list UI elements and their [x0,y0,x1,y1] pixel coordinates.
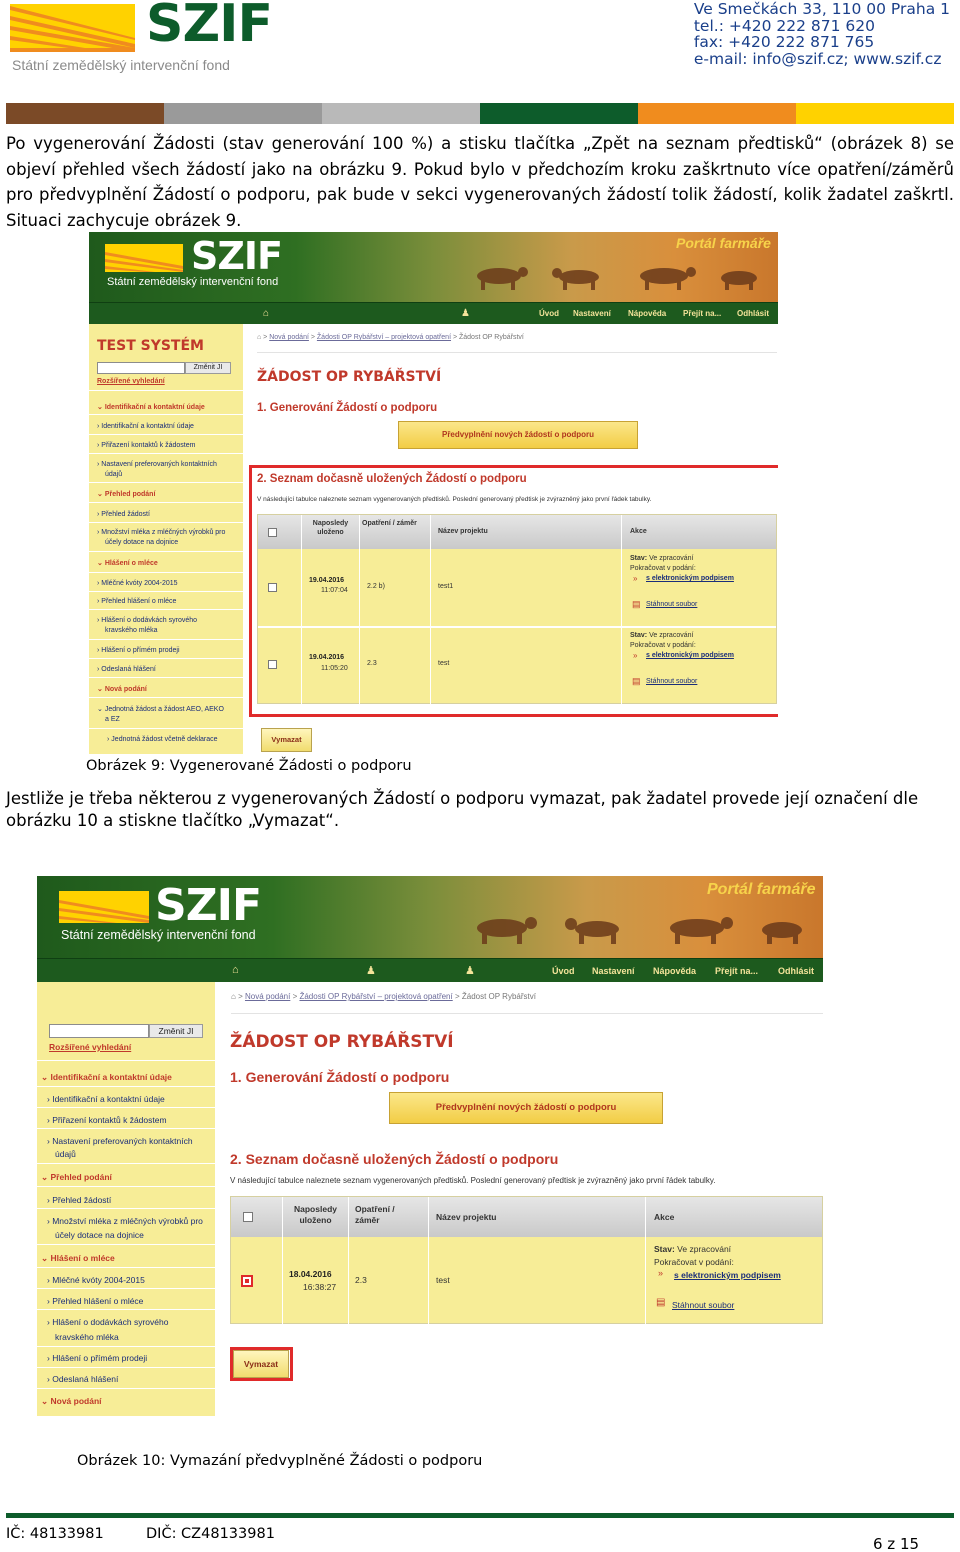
chevron-right-icon: › [47,1353,50,1363]
delete-button[interactable]: Vymazat [261,728,312,752]
sidebar-item-label: Přehled hlášení o mléce [52,1296,144,1306]
sidebar-item-sent-reports[interactable] [47,1374,118,1384]
figure-10-caption: Obrázek 10: Vymazání předvyplněné Žádosti o podporu [77,1453,483,1469]
chevron-right-icon: › [97,423,100,430]
column-header-project: Název projektu [438,528,488,535]
status-label: Stav: [654,1244,675,1254]
page-title: ŽÁDOST OP RYBÁŘSTVÍ [257,369,442,385]
sidebar-item-preferred-contacts[interactable] [97,461,217,468]
chevron-right-icon: › [97,529,100,536]
sidebar-item-milk-quotas[interactable] [97,580,178,587]
home-icon[interactable]: ⌂ [257,334,262,341]
portal-title: Portál farmáře [707,881,816,898]
column-header-measure: Opatření / záměr [362,520,417,527]
paragraph-delete: Jestliže je třeba některou z vygenerovaných Žádostí o podporu vymazat, pak žadatel provede její označení dle obrázku 10 a stiskne tlačítko „Vymazat“. [6,789,919,830]
row-saved-time: 11:05:20 [321,665,348,672]
contact-fax: fax: +420 222 871 765 [693,33,875,51]
portal-logo-subtitle: Státní zemědělský intervenční fond [107,276,279,288]
sidebar-item-label: Identifikační a kontaktní údaje [52,1094,165,1104]
sidebar-group-label: Přehled podání [104,491,156,498]
chevron-right-icon: › [97,666,100,673]
chevron-down-icon: ⌄ [41,1072,49,1082]
nav-settings[interactable]: Nastavení [592,966,635,976]
arrow-right-icon: » [633,651,638,660]
row-continue-label: Pokračovat v podání: [630,565,696,572]
cows-illustration-icon [457,912,817,946]
footer-dic: DIČ: CZ48133981 [146,1526,275,1542]
sidebar-item-label: Odeslaná hlášení [101,666,156,673]
row-continue-label: Pokračovat v podání: [654,1257,734,1267]
status-label: Stav: [630,555,648,562]
sidebar-item-label: Hlášení o přímém prodeji [101,647,180,654]
breadcrumb-item[interactable]: Žádosti OP Rybářství – projektová opatření [316,334,452,341]
download-file-link[interactable]: Stáhnout soubor [646,678,698,685]
sidebar-item-milk-amount[interactable] [47,1216,203,1226]
contact-address: Ve Smečkách 33, 110 00 Praha 1 [693,0,950,18]
column-header-saved: Naposledy uloženo [312,520,349,536]
row-measure: 2.3 [367,660,377,667]
row-project: test1 [438,583,454,590]
row-date: 19.04.2016 [309,654,345,661]
chevron-right-icon: › [97,442,100,449]
chevron-down-icon: ⌄ [97,404,103,411]
sidebar-group-label: Hlášení o mléce [104,560,158,567]
row-saved-time: 16:38:27 [303,1282,337,1292]
chevron-right-icon: › [97,511,100,518]
sidebar-item-raw-milk-cont[interactable]: kravského mléka [105,627,158,634]
user-icon[interactable]: ♟ [465,965,475,977]
sidebar-item-milk-reports[interactable] [47,1296,143,1306]
section-generate-heading: 1. Generování Žádostí o podporu [257,402,438,414]
figure-9-screenshot [89,232,778,754]
row-status [654,1244,731,1254]
sidebar-item-label: Přehled hlášení o mléce [101,598,177,605]
sidebar-group-overview[interactable] [41,1172,112,1183]
sidebar-group-label: Identifikační a kontaktní údaje [104,404,205,411]
home-icon[interactable]: ⌂ [263,308,270,319]
chevron-down-icon: ⌄ [97,706,103,713]
chevron-right-icon: › [97,580,100,587]
cows-illustration-icon [459,262,769,292]
sidebar-item-label: Jednotná žádost včetně deklarace [111,736,218,743]
sidebar-group-new-submissions[interactable] [97,685,147,693]
chevron-right-icon: › [47,1374,50,1384]
row-checkbox-checked[interactable] [241,1275,253,1287]
page-number: 6 z 15 [873,1535,920,1552]
row-continue-label: Pokračovat v podání: [630,642,696,649]
prefill-applications-button[interactable]: Předvyplnění nových žádostí o podporu [389,1092,663,1124]
row-saved-time: 11:07:04 [321,587,348,594]
contact-phone: tel.: +420 222 871 620 [693,16,875,35]
nav-logout[interactable]: Odhlásit [737,309,770,318]
status-value: Ve zpracování [649,555,694,562]
pdf-icon: ▤ [656,1297,666,1308]
sidebar-item-raw-milk-cont[interactable]: kravského mléka [55,1332,119,1342]
sidebar-item-contacts[interactable] [97,442,195,449]
row-date: 18.04.2016 [289,1269,332,1279]
portal-logo-text: SZIF [155,880,262,931]
sidebar-group-milk[interactable] [41,1253,115,1264]
chevron-right-icon: › [97,461,100,468]
portal-logo-mark-icon [59,891,149,923]
chevron-right-icon: › [47,1195,50,1205]
sidebar-item-preferred-contacts-cont[interactable]: údajů [105,471,123,478]
advanced-search-link[interactable]: Rozšířené vyhledání [97,378,165,385]
breadcrumb-item[interactable]: Žádosti OP Rybářství – projektová opatření [299,992,453,1001]
sidebar-item-label: Nastavení preferovaných kontaktních [52,1136,193,1146]
sidebar-item-single-declaration[interactable] [107,736,218,743]
color-bar-segment [480,103,638,124]
pdf-icon: ▤ [632,676,641,686]
header-color-bar [6,103,954,124]
test-system-label: TEST SYSTÉM [97,338,204,354]
chevron-right-icon: › [47,1275,50,1285]
section-list-heading: 2. Seznam dočasně uložených Žádostí o podporu [230,1151,559,1167]
sidebar-item-label: Množství mléka z mléčných výrobků pro [52,1216,203,1226]
nav-home[interactable]: Úvod [552,966,575,976]
row-measure: 2.2 b) [367,583,385,590]
download-file-link[interactable]: Stáhnout soubor [672,1300,735,1310]
chevron-down-icon: ⌄ [97,491,103,498]
page-title: ŽÁDOST OP RYBÁŘSTVÍ [230,1032,454,1052]
prefill-applications-button[interactable]: Předvyplnění nových žádostí o podporu [398,421,638,449]
portal-logo-mark-icon [105,244,183,272]
row-measure: 2.3 [355,1275,367,1285]
chevron-right-icon: › [47,1136,50,1146]
sign-electronically-link[interactable]: s elektronickým podpisem [674,1270,781,1280]
sidebar-group-new-submissions[interactable] [41,1396,102,1407]
breadcrumb-item[interactable]: Nová podání [269,334,309,341]
portal-sidebar [37,982,215,1416]
portal-title: Portál farmáře [676,235,771,251]
portal-logo-text: SZIF [191,234,283,278]
sidebar-item-identification[interactable] [47,1094,165,1104]
portal-nav-bar [37,958,823,982]
chevron-right-icon: › [47,1115,50,1125]
arrow-right-icon: » [633,574,638,583]
sidebar-item-single-application-cont[interactable]: a EZ [105,716,120,723]
portal-banner [37,876,823,958]
nav-home[interactable]: Úvod [539,309,559,318]
sidebar-item-applications[interactable] [47,1195,111,1205]
sidebar-item-label: Mléčné kvóty 2004-2015 [101,580,178,587]
sidebar-item-preferred-contacts-cont[interactable]: údajů [55,1149,76,1159]
select-all-checkbox[interactable] [243,1212,253,1222]
contact-email: e-mail: info@szif.cz; www.szif.cz [693,49,942,68]
pdf-icon: ▤ [632,599,641,609]
chevron-down-icon: ⌄ [97,686,103,693]
sidebar-item-milk-amount-cont[interactable]: účely dotace na dojnice [55,1230,144,1240]
sidebar-item-milk-amount[interactable] [97,529,225,536]
sidebar-item-label: Mléčné kvóty 2004-2015 [52,1275,145,1285]
sidebar-item-label: Hlášení o dodávkách syrového [52,1317,169,1327]
figure-9-caption: Obrázek 9: Vygenerované Žádosti o podporu [86,758,412,774]
row-project: test [438,660,450,667]
chevron-right-icon: › [47,1216,50,1226]
sidebar-item-sent-reports[interactable] [97,666,156,673]
sidebar-item-label: Přiřazení kontaktů k žádostem [52,1115,167,1125]
sign-electronically-link[interactable]: s elektronickým podpisem [646,652,734,659]
document-header [0,0,960,100]
highlight-frame [249,465,778,717]
sidebar-item-label: Nastavení preferovaných kontaktních [101,461,217,468]
change-ji-button[interactable]: Změnit JI [185,362,231,374]
sidebar-group-label: Hlášení o mléce [50,1253,115,1263]
home-icon[interactable]: ⌂ [231,992,236,1001]
color-bar-segment [164,103,322,124]
szif-logo-mark-icon [10,4,135,52]
sign-electronically-link[interactable]: s elektronickým podpisem [646,575,734,582]
sidebar-item-raw-milk[interactable] [47,1317,168,1327]
status-label: Stav: [630,632,648,639]
breadcrumb: ⌂ > Nová podání > Žádosti OP Rybářství – projektová opatření > Žádost OP Rybářství [231,992,536,1001]
sidebar-item-milk-quotas[interactable] [47,1275,145,1285]
user-icon[interactable]: ♟ [366,965,376,977]
sidebar-group-milk[interactable] [97,559,158,567]
sidebar-item-applications[interactable] [97,511,150,518]
arrow-right-icon: » [658,1268,664,1278]
portal-nav-bar [89,302,778,324]
sidebar-item-milk-reports[interactable] [97,598,176,605]
home-icon[interactable]: ⌂ [232,964,239,976]
chevron-right-icon: › [97,647,100,654]
sidebar-item-milk-amount-cont[interactable]: účely dotace na dojnice [105,539,179,546]
row-project: test [436,1275,450,1285]
breadcrumb: ⌂ > Nová podání > Žádosti OP Rybářství – projektová opatření > Žádost OP Rybářství [257,334,524,341]
sidebar-item-label: Jednotná žádost a žádost AEO, AEKO [104,706,224,713]
sidebar-group-label: Přehled podání [50,1172,112,1182]
chevron-down-icon: ⌄ [41,1253,49,1263]
sidebar-item-label: Přiřazení kontaktů k žádostem [101,442,196,449]
sidebar-item-label: Hlášení o dodávkách syrového [101,617,198,624]
status-value: Ve zpracování [649,632,694,639]
sidebar-item-identification[interactable] [97,423,194,430]
sidebar-group-label: Identifikační a kontaktní údaje [50,1072,172,1082]
chevron-right-icon: › [97,598,100,605]
nav-settings[interactable]: Nastavení [573,309,611,318]
ji-input[interactable] [97,362,185,374]
column-header-actions: Akce [654,1212,675,1222]
sidebar-group-identification[interactable] [97,403,205,411]
chevron-right-icon: › [47,1317,50,1327]
nav-go-to[interactable]: Přejít na... [715,966,759,976]
sidebar-item-direct-sale[interactable] [97,647,180,654]
breadcrumb-current: Žádost OP Rybářství [461,992,536,1001]
chevron-right-icon: › [97,617,100,624]
column-header-actions: Akce [630,528,647,535]
sidebar-item-label: Přehled žádostí [101,511,150,518]
advanced-search-link[interactable]: Rozšířené vyhledání [49,1042,132,1052]
download-file-link[interactable]: Stáhnout soubor [646,601,698,608]
nav-go-to[interactable]: Přejít na... [683,309,722,318]
nav-help[interactable]: Nápověda [628,309,667,318]
applications-table [230,1196,823,1324]
delete-button[interactable]: Vymazat [233,1350,289,1378]
column-header-saved: Naposledy uloženo [294,1204,337,1225]
sidebar-group-overview[interactable] [97,490,155,498]
chevron-down-icon: ⌄ [41,1172,49,1182]
footer-line [6,1513,954,1518]
column-header-project: Název projektu [436,1212,497,1222]
column-header-measure: Opatření / záměr [355,1204,395,1225]
sidebar-group-label: Nová podání [104,686,147,693]
nav-help[interactable]: Nápověda [653,966,697,976]
status-value: Ve zpracování [677,1244,732,1254]
color-bar-segment [322,103,480,124]
szif-logo-subtitle: Státní zemědělský intervenční fond [12,57,230,73]
paragraph-intro: Po vygenerování Žádosti (stav generování 100 %) a stisku tlačítka „Zpět na seznam předtisků“ (obrázek 8) se objeví přehled všech žádostí jako na obrázku 9. Pokud bylo v předchozím kroku zaškrtnuto více opatření/záměrů pro předvyplnění Žádostí o podporu, pak bude v sekci vygenerovaných žádostí tolik žádostí, kolik žadatel zaškrtl. Situaci zachycuje obrázek 9. [6,134,954,230]
user-icon[interactable]: ♟ [461,308,470,319]
nav-logout[interactable]: Odhlásit [778,966,815,976]
section-list-heading: 2. Seznam dočasně uložených Žádostí o podporu [257,473,527,485]
sidebar-group-identification[interactable] [41,1072,172,1083]
portal-banner [89,232,778,302]
ji-input[interactable] [49,1024,149,1038]
szif-logo-text: SZIF [146,0,273,54]
sidebar-item-contacts[interactable] [47,1115,167,1125]
sidebar-item-preferred-contacts[interactable] [47,1136,193,1146]
chevron-right-icon: › [47,1296,50,1306]
section-list-description: V následující tabulce naleznete seznam vygenerovaných předtisků. Poslední generovaný předtisk je zvýrazněný jako první řádek tabulky. [230,1176,716,1185]
row-saved-date [289,1269,332,1279]
sidebar-item-label: Odeslaná hlášení [52,1374,119,1384]
sidebar-item-label: Množství mléka z mléčných výrobků pro [101,529,226,536]
chevron-right-icon: › [107,736,110,743]
chevron-down-icon: ⌄ [97,560,103,567]
change-ji-button[interactable]: Změnit JI [149,1024,203,1038]
footer-ids [6,1526,275,1542]
color-bar-segment [796,103,954,124]
highlight-frame [230,1347,293,1381]
sidebar-item-label: Hlášení o přímém prodeji [52,1353,148,1363]
sidebar-item-label: Přehled žádostí [52,1195,112,1205]
contact-block [694,1,950,67]
color-bar-segment [638,103,796,124]
breadcrumb-current: Žádost OP Rybářství [459,334,524,341]
section-generate-heading: 1. Generování Žádostí o podporu [230,1069,450,1085]
sidebar-item-direct-sale[interactable] [47,1353,147,1363]
figure-10-screenshot [37,876,823,1416]
portal-logo-subtitle: Státní zemědělský intervenční fond [61,928,256,942]
sidebar-item-label: Identifikační a kontaktní údaje [101,423,194,430]
portal-sidebar [89,324,243,754]
section-list-description: V následující tabulce naleznete seznam vygenerovaných předtisků. Poslední generovaný předtisk je zvýrazněný jako první řádek tabulky. [257,496,652,503]
sidebar-group-label: Nová podání [50,1396,102,1406]
chevron-down-icon: ⌄ [41,1396,49,1406]
row-date: 19.04.2016 [309,577,345,584]
breadcrumb-item[interactable]: Nová podání [244,992,291,1001]
chevron-right-icon: › [47,1094,50,1104]
footer-ic: IČ: 48133981 [6,1526,104,1542]
sidebar-item-single-application[interactable] [97,705,224,713]
color-bar-segment [6,103,164,124]
sidebar-item-raw-milk[interactable] [97,617,197,624]
